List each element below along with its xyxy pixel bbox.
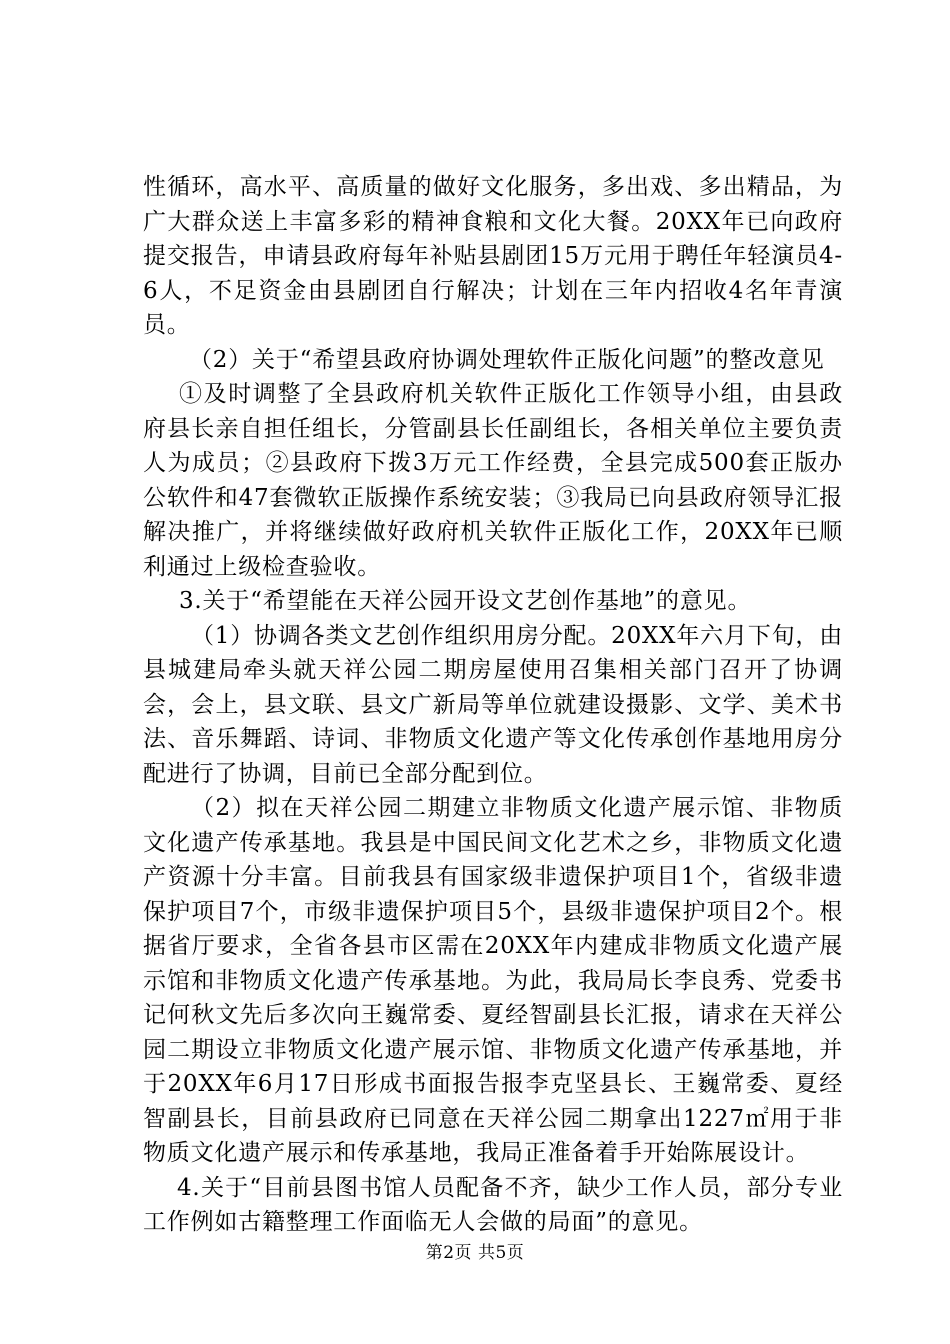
paragraph-section-2-2-heading: （2）关于“希望县政府协调处理软件正版化问题”的整改意见 — [189, 346, 825, 373]
paragraph-section-3-heading: 3.关于“希望能在天祥公园开设文艺创作基地”的意见。 — [179, 588, 752, 614]
paragraph-section-3-2: （2）拟在天祥公园二期建立非物质文化遗产展示馆、非物质文化遗产传承基地。我县是中国民间文化艺术之乡，非物质文化遗产资源十分丰富。目前我县有国家级非遗保护项目1个，省级非遗保护项目7个，市级非遗保护项目5个，县级非遗保护项目2个。根据省厅要求，全省各县市区需在20XX年内建成非物质文化遗产展示馆和非物质文化遗产传承基地。为此，我局局长李良秀、党委书记何秋文先后多次向王巍常委、夏经智副县长汇报，请求在天祥公园二期设立非物质文化遗产展示馆、非物质文化遗产传承基地，并于20XX年6月17日形成书面报告报李克坚县长、王巍常委、夏经智副县长，目前县政府已同意在天祥公园二期拿出1227㎡用于非物质文化遗产展示和传承基地，我局正准备着手开始陈展设计。 — [143, 795, 843, 1166]
paragraph-section-4-heading: 4.关于“目前县图书馆人员配备不齐，缺少工作人员，部分专业工作例如古籍整理工作面临无人会做的局面”的意见。 — [143, 1174, 843, 1235]
paragraph-software-measures: ①及时调整了全县政府机关软件正版化工作领导小组，由县政府县长亲自担任组长，分管副县长任副组长，各相关单位主要负责人为成员；②县政府下拨3万元工作经费，全县完成500套正版办公软件和47套微软正版操作系统安装；③我局已向县政府领导汇报解决推广，并将继续做好政府机关软件正版化工作，20XX年已顺利通过上级检查验收。 — [143, 381, 843, 580]
paragraph-continuation: 性循环，高水平、高质量的做好文化服务，多出戏、多出精品，为广大群众送上丰富多彩的精神食粮和文化大餐。20XX年已向政府提交报告，申请县政府每年补贴县剧团15万元用于聘任年轻演员4-6人，不足资金由县剧团自行解决；计划在三年内招收4名年青演员。 — [143, 174, 843, 338]
document-body — [143, 170, 843, 1240]
paragraph-section-3-1: （1）协调各类文艺创作组织用房分配。20XX年六月下旬，由县城建局牵头就天祥公园二期房屋使用召集相关部门召开了协调会，会上，县文联、县文广新局等单位就建设摄影、文学、美术书法、音乐舞蹈、诗词、非物质文化遗产等文化传承创作基地用房分配进行了协调，目前已全部分配到位。 — [143, 622, 843, 787]
page-number-footer: 第2页 共5页 — [425, 1243, 525, 1263]
